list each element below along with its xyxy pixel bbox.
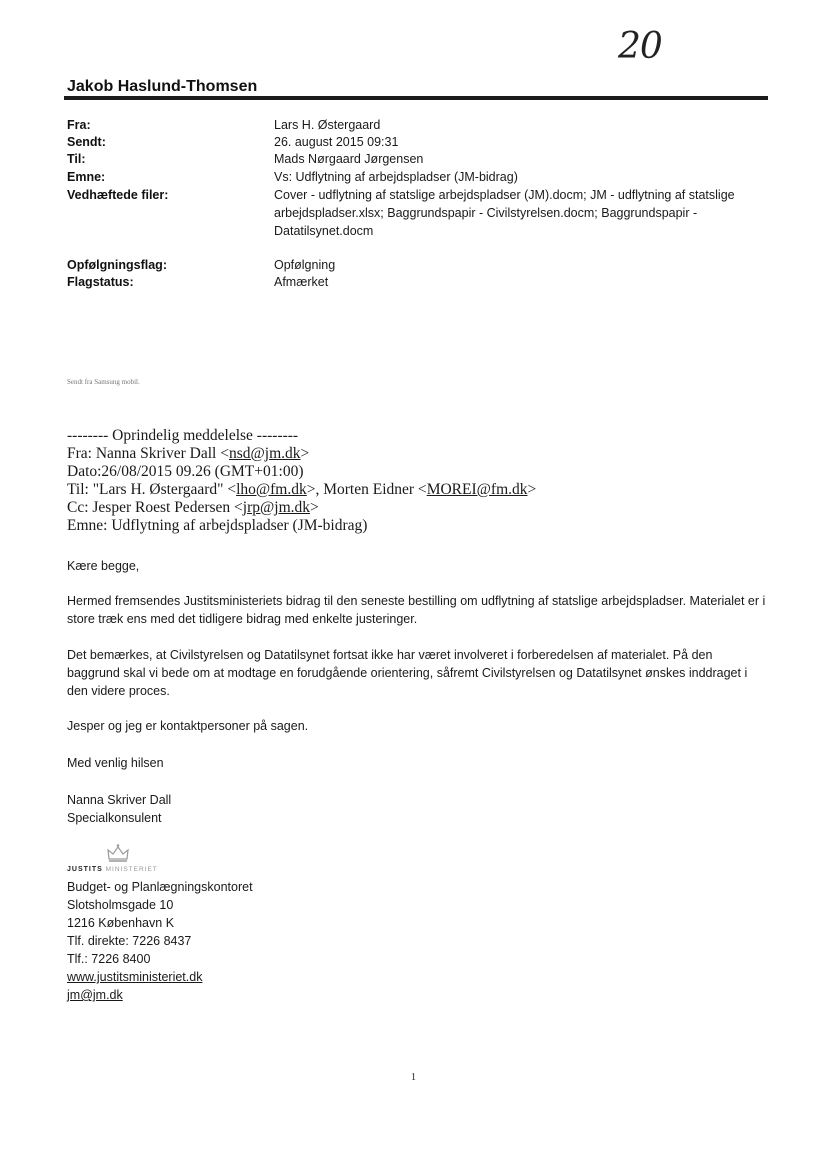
- signature-website-row: [67, 968, 202, 986]
- original-from-suffix: >: [300, 445, 310, 462]
- original-from-line: [67, 445, 309, 463]
- handwritten-page-annotation: 20: [618, 26, 662, 67]
- followup-flag-value: Opfølgning: [274, 258, 336, 272]
- signature-title: Specialkonsulent: [67, 811, 162, 825]
- signature-street: Slotsholmsgade 10: [67, 898, 174, 912]
- attachments-label: Vedhæftede filer:: [67, 188, 169, 202]
- closing: Med venlig hilsen: [67, 756, 164, 770]
- original-subject-line: Emne: Udflytning af arbejdspladser (JM-bidrag): [67, 517, 368, 534]
- body-paragraph-1: Hermed fremsendes Justitsministeriets bidrag til den seneste bestilling om udflytning af statslige arbejdspladser. Materialet er i store træk ens med det tidligere bidrag med enkelte justeringer.: [67, 594, 766, 626]
- signature-email-row: [67, 986, 123, 1004]
- original-from-email-link[interactable]: nsd@jm.dk: [228, 445, 301, 462]
- original-cc-email-link[interactable]: jrp@jm.dk: [242, 499, 310, 516]
- sent-value: 26. august 2015 09:31: [274, 135, 399, 149]
- sent-from-device-note: Sendt fra Samsung mobil.: [67, 378, 140, 386]
- ministry-wordmark: [67, 866, 158, 873]
- ministry-wordmark-bold: JUSTITS: [67, 866, 103, 873]
- subject-label: Emne:: [67, 170, 106, 184]
- flag-status-value: Afmærket: [274, 275, 329, 289]
- greeting: Kære begge,: [67, 559, 140, 573]
- original-date-line: Dato:26/08/2015 09.26 (GMT+01:00): [67, 463, 304, 480]
- body-paragraph-2: Det bemærkes, at Civilstyrelsen og Datatilsynet fortsat ikke har været involveret i forberedelsen af materialet. På den baggrund skal vi bede om at modtage en forudgående orientering, såfremt Civilstyrelsen og Datatilsynet ønskes inddraget i den videre proces.: [67, 648, 748, 698]
- to-value: Mads Nørgaard Jørgensen: [274, 152, 424, 166]
- attachments-value: Cover - udflytning af statslige arbejdspladser (JM).docm; JM - udflytning af statslige arbejdspladser.xlsx; Baggrundspapir - Civilstyrelsen.docm; Baggrundspapir - Datatilsynet.docm: [274, 188, 735, 238]
- original-from-prefix: Fra: Nanna Skriver Dall <: [67, 445, 229, 462]
- header-divider: [64, 96, 768, 100]
- email-link[interactable]: jm@jm.dk: [67, 988, 123, 1002]
- ministry-wordmark-light: MINISTERIET: [105, 866, 158, 873]
- followup-flag-label: Opfølgningsflag:: [67, 258, 167, 272]
- sent-label: Sendt:: [67, 135, 106, 149]
- original-message-divider: -------- Oprindelig meddelelse --------: [67, 427, 299, 444]
- to-label: Til:: [67, 152, 86, 166]
- from-label: Fra:: [67, 118, 91, 132]
- from-value: Lars H. Østergaard: [274, 118, 381, 132]
- original-to-email-link-2[interactable]: MOREI@fm.dk: [426, 481, 528, 498]
- signature-city: 1216 København K: [67, 916, 175, 930]
- crown-logo-icon: [106, 843, 130, 863]
- flag-status-label: Flagstatus:: [67, 275, 134, 289]
- original-cc-suffix: >: [310, 499, 319, 516]
- signature-name: Nanna Skriver Dall: [67, 793, 172, 807]
- body-paragraph-3: Jesper og jeg er kontaktpersoner på sagen.: [67, 719, 309, 733]
- original-to-middle: >, Morten Eidner <: [306, 481, 427, 498]
- original-cc-prefix: Cc: Jesper Roest Pedersen <: [67, 499, 243, 516]
- website-link[interactable]: www.justitsministeriet.dk: [67, 970, 203, 984]
- page-number: 1: [411, 1072, 416, 1083]
- original-to-suffix: >: [527, 481, 537, 498]
- original-to-email-link-1[interactable]: lho@fm.dk: [236, 481, 307, 498]
- mailbox-owner-name: Jakob Haslund-Thomsen: [67, 78, 258, 95]
- original-to-line: [67, 481, 536, 499]
- signature-phone: Tlf.: 7226 8400: [67, 952, 151, 966]
- subject-value: Vs: Udflytning af arbejdspladser (JM-bidrag): [274, 170, 518, 184]
- original-to-prefix: Til: "Lars H. Østergaard" <: [67, 481, 237, 498]
- original-cc-line: [67, 499, 319, 517]
- signature-phone-direct: Tlf. direkte: 7226 8437: [67, 934, 192, 948]
- signature-office: Budget- og Planlægningskontoret: [67, 880, 253, 894]
